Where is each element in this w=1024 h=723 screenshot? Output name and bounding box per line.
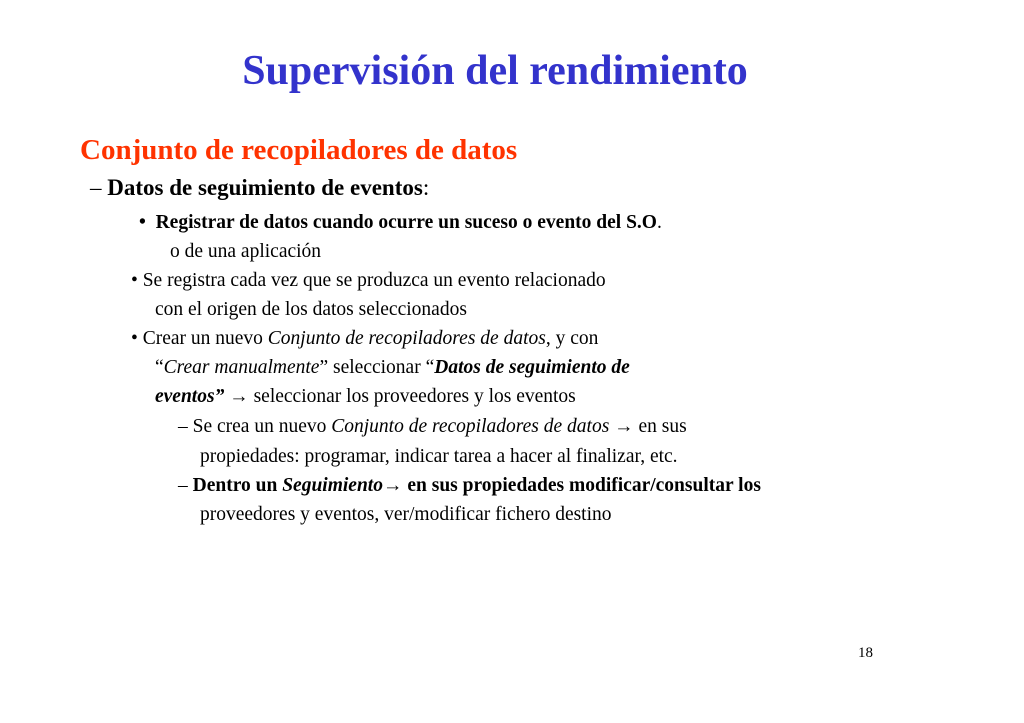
bullet-3-end: , y con bbox=[545, 328, 599, 349]
colon: : bbox=[422, 175, 430, 200]
section-heading: Conjunto de recopiladores de datos bbox=[80, 134, 518, 166]
sub-item-1-start: – Se crea un nuevo bbox=[178, 416, 332, 437]
sub-item-2-line2: proveedores y eventos, ver/modificar fichero destino bbox=[200, 504, 612, 525]
bullet-3-line3 bbox=[155, 386, 576, 408]
sub-item-1-line2: propiedades: programar, indicar tarea a hacer al finalizar, etc. bbox=[200, 446, 678, 467]
subsection-heading bbox=[90, 175, 429, 201]
bullet-2-line1: • Se registra cada vez que se produzca un evento relacionado bbox=[131, 270, 606, 291]
page-number: 18 bbox=[858, 645, 873, 661]
bullet-2-line2: con el origen de los datos seleccionados bbox=[155, 299, 467, 320]
bullet-1-text: Registrar de datos cuando ocurre un suceso o evento del S.O bbox=[155, 212, 657, 233]
seleccionar-text: ” seleccionar “ bbox=[319, 357, 435, 378]
bullet-3-line2 bbox=[155, 357, 630, 379]
sub-item-1-line1 bbox=[178, 416, 687, 438]
dash: – bbox=[90, 175, 108, 200]
bullet-1-line2: o de una aplicación bbox=[170, 241, 322, 262]
sub-item-2-bold1: Dentro un bbox=[192, 475, 283, 496]
bullet-3-line1 bbox=[131, 328, 598, 350]
sub-item-2-dash: – bbox=[178, 475, 193, 496]
subsection-title: Datos de seguimiento de eventos bbox=[107, 175, 423, 200]
bullet-3-start: • Crear un nuevo bbox=[131, 328, 268, 349]
bullet-marker: • bbox=[139, 212, 146, 233]
crear-manualmente: Crear manualmente bbox=[163, 357, 320, 378]
slide-title: Supervisión del rendimiento bbox=[242, 48, 748, 94]
sub-item-2-bold2: → en sus propiedades modificar/consultar los bbox=[382, 475, 761, 496]
eventos-label: eventos” bbox=[155, 386, 225, 407]
sub-item-2-line1 bbox=[178, 475, 761, 497]
seguimiento-label: Seguimiento bbox=[282, 475, 383, 496]
sub-item-1-end: → en sus bbox=[609, 416, 687, 437]
bullet-1-period: . bbox=[656, 212, 662, 233]
bullet-3-italic: Conjunto de recopiladores de datos bbox=[267, 328, 546, 349]
bullet-1 bbox=[139, 212, 662, 234]
open-quote: “ bbox=[155, 357, 164, 378]
bullet-3-line3-rest: → seleccionar los proveedores y los eventos bbox=[224, 386, 576, 407]
datos-seguimiento: Datos de seguimiento de bbox=[434, 357, 630, 378]
sub-item-1-italic: Conjunto de recopiladores de datos bbox=[331, 416, 610, 437]
